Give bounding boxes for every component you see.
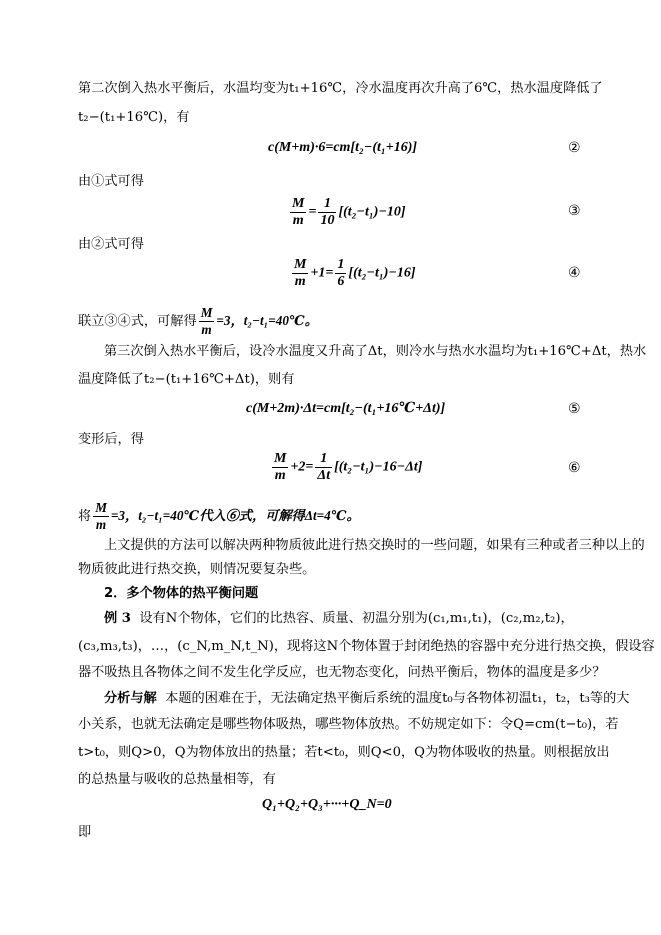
analysis-line: 分析与解 本题的困难在于，无法确定热平衡后系统的温度t₀与各物体初温t₁，t₂，t₃等的大 (104, 691, 630, 706)
text-line: 由①式可得 (78, 174, 144, 189)
text-line: 即 (78, 825, 92, 840)
fraction-m-over-m: $\frac{M}{m}$ (200, 305, 213, 337)
fraction-m-over-m: $\frac{M}{m}$ (274, 451, 287, 483)
text-line: 小关系，也就无法确定是哪些物体吸热，哪些物体放热。不妨规定如下：令Q=cm(t−t₀)，若 (78, 717, 619, 732)
fraction-coefficient: $\frac{1}{\Delta t}$ (317, 451, 331, 483)
fraction-m-over-m: $\frac{M}{m}$ (292, 196, 305, 228)
equation-2: c(M+m)·6=cm[t₂−(t₁+16)] (268, 140, 418, 155)
fraction-m-over-m: $\frac{M}{m}$ (95, 500, 107, 532)
equation-4: $\frac{M}{m}$ +1= $\frac{1}{6}$ [(t₂−t₁)−16] (294, 257, 416, 289)
example-line: 例 3 设有N个物体，它们的比热容、质量、初温分别为(c₁,m₁,t₁)，(c₂,m₂,t₂)， (104, 611, 574, 626)
equation-5: c(M+2m)·Δt=cm[t₂−(t₁+16℃+Δt)] (246, 401, 446, 416)
text-line: (c₃,m₃,t₃)，…，(c_N,m_N,t_N)，现将这N个物体置于封闭绝热的容器中充分进行热交换，假设容 (78, 639, 655, 654)
text-line: t₂−(t₁+16℃)，有 (78, 110, 190, 125)
text-line: 上文提供的方法可以解决两种物质彼此进行热交换时的一些问题，如果有三种或者三种以上的 (104, 538, 645, 553)
equation-number-6: ⑥ (568, 460, 581, 476)
text-line: 物质彼此进行热交换，则情况要复杂些。 (78, 562, 316, 577)
example-label: 例 3 (104, 611, 131, 626)
fraction-coefficient: $\frac{1}{10}$ (320, 196, 335, 228)
fraction-m-over-m: $\frac{M}{m}$ (294, 257, 307, 289)
equation-number-4: ④ (568, 265, 581, 281)
equation-3: $\frac{M}{m}$ = $\frac{1}{10}$ [(t₂−t₁)−10] (292, 196, 406, 228)
text-line: 由②式可得 (78, 237, 144, 252)
equation-6: $\frac{M}{m}$ +2= $\frac{1}{\Delta t}$ [(t₂−t₁)−16−Δt] (274, 451, 423, 483)
equation-number-3: ③ (568, 203, 581, 219)
text-line: 变形后，得 (78, 432, 144, 447)
section-heading: 2．多个物体的热平衡问题 (104, 586, 259, 601)
text-line: 器不吸热且各物体之间不发生化学反应，也无物态变化，问热平衡后，物体的温度是多少？ (78, 665, 606, 680)
text-line: 第二次倒入热水平衡后，水温均变为t₁+16℃，冷水温度再次升高了6℃，热水温度降低了 (78, 81, 603, 96)
text-line: 联立③④式，可解得 $\frac{M}{m}$ =3，t₂−t₁=40℃。 (78, 305, 318, 337)
text-line: 第三次倒入热水平衡后，设冷水温度又升高了Δt，则冷水与热水水温均为t₁+16℃+Δt，热水 (104, 344, 647, 359)
analysis-label: 分析与解 (104, 691, 157, 706)
text-line: 温度降低了t₂−(t₁+16℃+Δt)，则有 (78, 372, 295, 387)
fraction-coefficient: $\frac{1}{6}$ (337, 257, 345, 289)
equation-number-5: ⑤ (568, 401, 581, 417)
sum-equation: Q₁+Q₂+Q₃+···+Q_N=0 (262, 797, 392, 812)
text-line: 的总热量与吸收的总热量相等，有 (78, 772, 276, 787)
text-line: 将 $\frac{M}{m}$ =3，t₂−t₁=40℃代入⑥式，可解得Δt=4℃。 (78, 500, 360, 532)
text-line: t>t₀，则Q>0，Q为物体放出的热量；若t<t₀，则Q<0，Q为物体吸收的热量。则根据放出 (78, 745, 610, 760)
equation-number-2: ② (568, 140, 581, 156)
